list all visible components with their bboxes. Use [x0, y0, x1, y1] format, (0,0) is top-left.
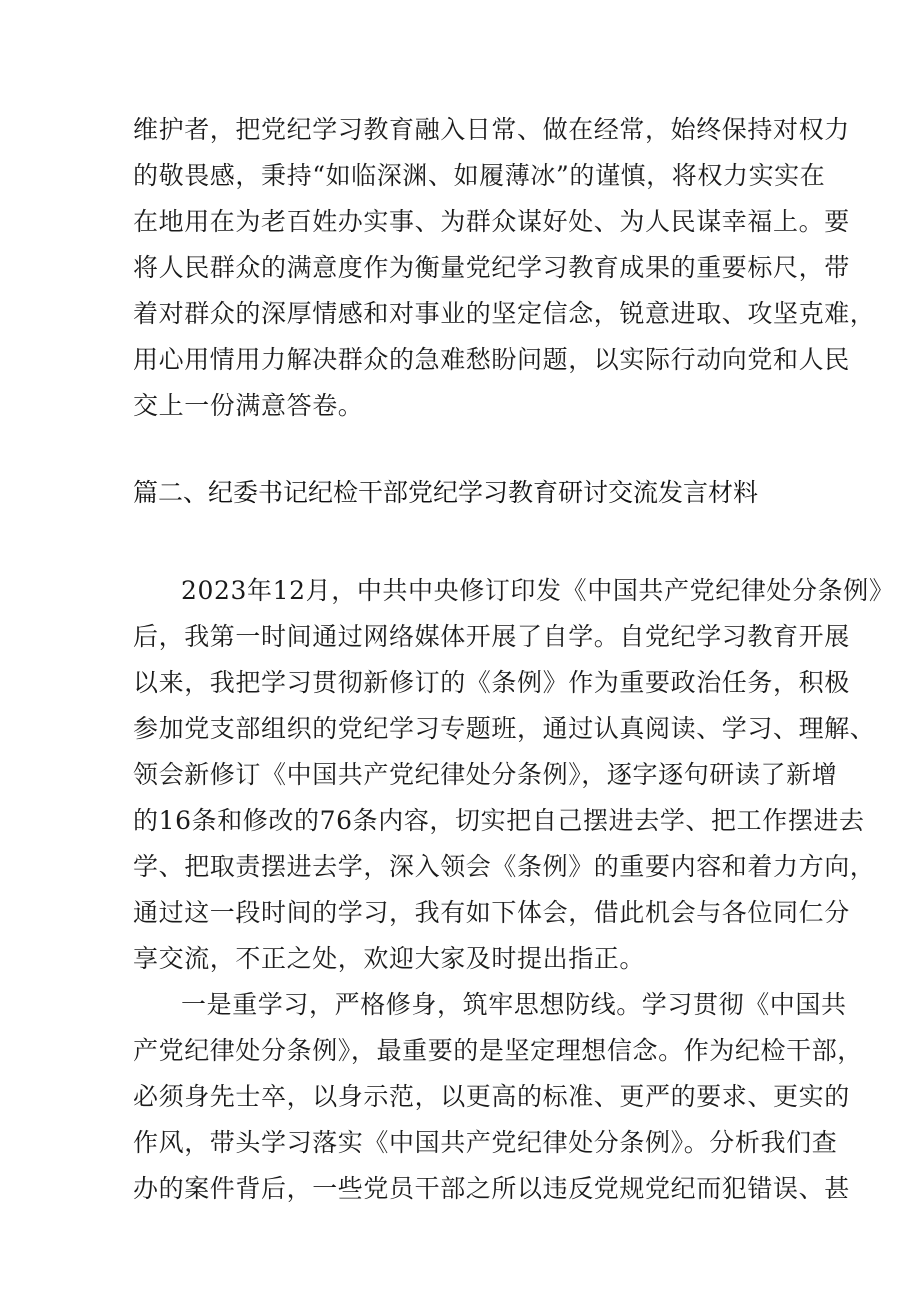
section-heading: 篇二、纪委书记纪检干部党纪学习教育研讨交流发言材料: [133, 478, 759, 507]
text-line: 着对群众的深厚情感和对事业的坚定信念，锐意进取、攻坚克难，: [133, 299, 876, 328]
text-line: 享交流，不正之处，欢迎大家及时提出指正。: [133, 944, 646, 973]
text-line: 以来，我把学习贯彻新修订的《条例》作为重要政治任务，积极: [133, 668, 850, 697]
text-line: 用心用情用力解决群众的急难愁盼问题，以实际行动向党和人民: [133, 345, 850, 374]
text-line: 在地用在为老百姓办实事、为群众谋好处、为人民谋幸福上。要: [133, 207, 850, 236]
text-line: 通过这一段时间的学习，我有如下体会，借此机会与各位同仁分: [133, 898, 850, 927]
text-line: 领会新修订《中国共产党纪律处分条例》，逐字逐句研读了新增: [133, 760, 838, 789]
text-line: 学、把取责摆进去学，深入领会《条例》的重要内容和着力方向，: [133, 852, 876, 881]
text-line: 作风，带头学习落实《中国共产党纪律处分条例》。分析我们查: [133, 1128, 838, 1157]
text-line: 参加党支部组织的党纪学习专题班，通过认真阅读、学习、理解、: [133, 714, 876, 743]
text-line: 的16条和修改的76条内容，切实把自己摆进去学、把工作摆进去: [133, 806, 865, 835]
text-line: 将人民群众的满意度作为衡量党纪学习教育成果的重要标尺，带: [133, 253, 850, 282]
text-line: 2023年12月，中共中央修订印发《中国共产党纪律处分条例》: [181, 576, 895, 605]
text-line: 产党纪律处分条例》，最重要的是坚定理想信念。作为纪检干部，: [133, 1036, 863, 1065]
text-line: 后，我第一时间通过网络媒体开展了自学。自党纪学习教育开展: [133, 622, 850, 651]
text-line: 一是重学习，严格修身，筑牢思想防线。学习贯彻《中国共: [181, 990, 847, 1019]
text-line: 交上一份满意答卷。: [133, 391, 364, 420]
text-line: 的敬畏感，秉持“如临深渊、如履薄冰”的谨慎，将权力实实在: [133, 161, 826, 190]
text-line: 维护者，把党纪学习教育融入日常、做在经常，始终保持对权力: [133, 115, 850, 144]
text-line: 办的案件背后，一些党员干部之所以违反党规党纪而犯错误、甚: [133, 1174, 850, 1203]
text-line: 必须身先士卒，以身示范，以更高的标准、更严的要求、更实的: [133, 1082, 850, 1111]
